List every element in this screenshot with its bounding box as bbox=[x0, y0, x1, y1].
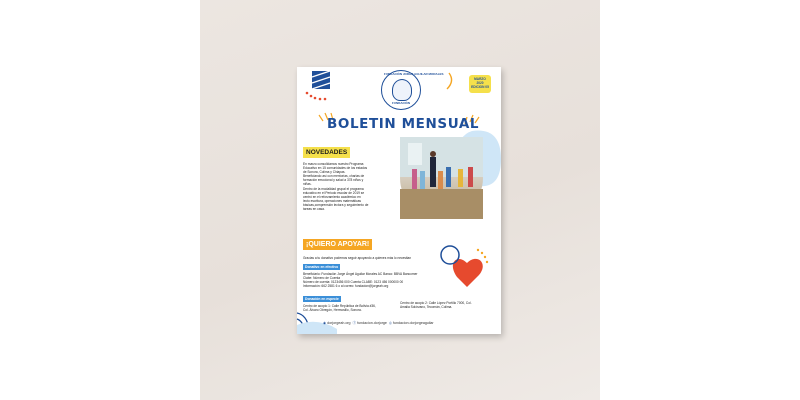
background-left bbox=[0, 0, 200, 400]
edition-badge bbox=[469, 75, 491, 93]
website-link[interactable]: dorjorgeah.org bbox=[327, 321, 351, 325]
novedades-line: niñas. bbox=[303, 182, 312, 187]
acopio-1 bbox=[303, 304, 395, 312]
novedades-line: educativo en el Periodo escolar de 2019 se bbox=[303, 190, 365, 195]
novedades-line: básicas,comprensión lectora y seguimiento de bbox=[303, 202, 369, 207]
background-right bbox=[600, 0, 800, 400]
novedades-heading: NOVEDADES bbox=[303, 147, 350, 158]
facebook-link[interactable]: fundacion.dorjorge bbox=[357, 321, 387, 325]
footer-links bbox=[323, 321, 493, 326]
portrait-icon bbox=[392, 79, 412, 101]
logo-ring-text: FUNDACIÓN JORGE AGUILAR MORALES bbox=[384, 72, 444, 76]
badge-month: MARZO bbox=[474, 77, 486, 81]
globe-icon: ◉ bbox=[323, 321, 327, 325]
novedades-body bbox=[303, 162, 397, 211]
novedades-line: Dentro de la modalidad grupal el programa bbox=[303, 186, 364, 191]
badge-edition: EDICION 05 bbox=[471, 85, 489, 89]
donativo-tag: Donativo en efectivo bbox=[305, 265, 339, 269]
photo-scene-icon bbox=[400, 137, 483, 219]
acopio-2 bbox=[400, 301, 495, 309]
acopio-2-line: Amalia Solórzano, Tecomán, Colima. bbox=[400, 305, 453, 310]
acopio-1-line: Centro de acopio 1: Calle República de Bolivia #36, bbox=[303, 304, 376, 308]
blue-stripes-icon bbox=[312, 71, 330, 89]
children-photo bbox=[400, 137, 483, 219]
badge-year: 2020 bbox=[476, 81, 484, 85]
novedades-line: centró en el reforzamiento académico en bbox=[303, 194, 361, 199]
red-dots-icon bbox=[306, 92, 327, 101]
donativo-line: Clabe: Número de Cuenta bbox=[303, 276, 341, 281]
novedades-line: En marzo consolidamos nuestro Programa bbox=[303, 162, 364, 166]
novedades-line: lecto escritura, operaciones matemáticas bbox=[303, 198, 361, 203]
newsletter-sheet bbox=[297, 67, 501, 334]
donativo-line: Información: 662 2581 6 o al correo: fundacion@jorgeah.org bbox=[303, 284, 389, 289]
blue-ring-icon bbox=[441, 246, 459, 264]
donativo-line: Número de cuenta: 0123456 000 Cuenta CLABE: 0123 456 000000 00 bbox=[303, 280, 404, 285]
apoyar-heading: ¡QUIERO APOYAR! bbox=[303, 239, 372, 250]
novedades-line: formación emocional y salud a 378 niños y bbox=[303, 178, 364, 183]
logo-sub-text: FUNDACIÓN bbox=[392, 101, 410, 105]
novedades-line: tareas en casa. bbox=[303, 207, 325, 212]
instagram-icon: ◎ bbox=[388, 321, 393, 325]
donativo-details bbox=[303, 272, 443, 288]
donativo-line: Beneficiario: Fundación Jorge Ángel Aguilar Morales AC Banco: BBVA Bancomer bbox=[303, 272, 418, 276]
orange-arc-icon bbox=[447, 73, 452, 89]
acopio-2-line: Centro de acopio 2: Calle López Portillo 7000, Col. bbox=[400, 301, 472, 305]
novedades-line: Educativo en 15 comunidades de los estados bbox=[303, 166, 368, 171]
novedades-line: Beneficiando así con mentorías, charlas de bbox=[303, 174, 365, 179]
page-title: BOLETIN MENSUAL bbox=[327, 116, 480, 132]
apoyar-intro: Gracias a tu donativo podemos seguir apoyando a quienes más lo necesitan bbox=[303, 256, 412, 260]
facebook-icon: ⓕ bbox=[352, 321, 357, 325]
novedades-line: de Sonora, Colima y Chiapas. bbox=[303, 170, 346, 175]
foundation-logo bbox=[381, 70, 444, 110]
acopio-1-line: Col. Álvaro Obregón, Hermosillo, Sonora. bbox=[303, 308, 362, 313]
instagram-link[interactable]: fundacion.dorjorgeaguilar bbox=[393, 321, 434, 325]
especie-tag: Donación en especie bbox=[305, 297, 339, 301]
heart-icon bbox=[453, 259, 483, 287]
